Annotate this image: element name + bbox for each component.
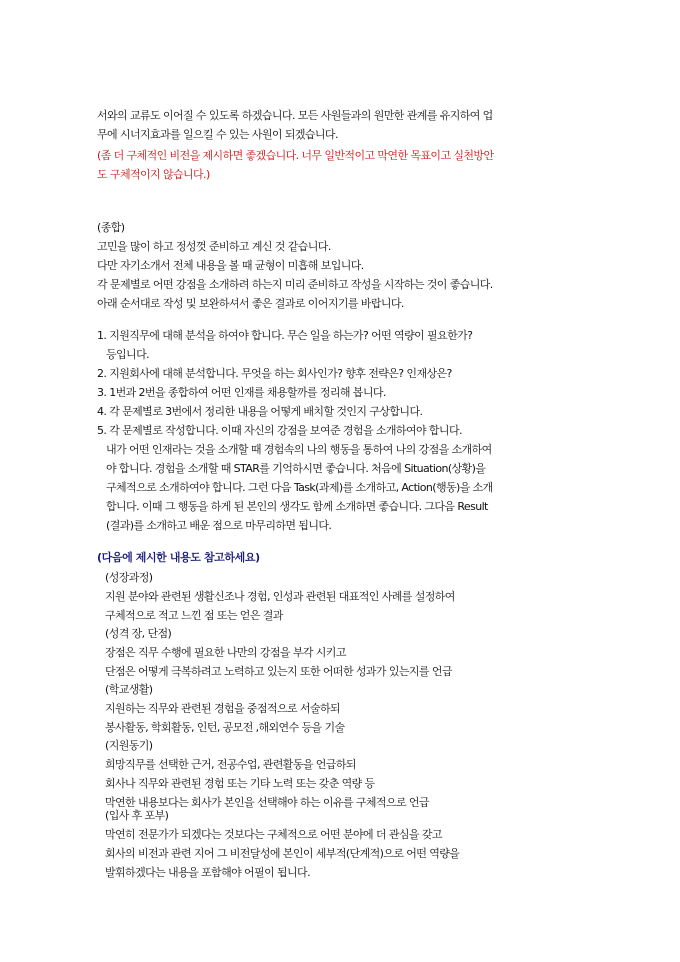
step-item: 5. 각 문제별로 작성합니다. 이때 자신의 강점을 보여준 경험을 소개하여야 합니다. <box>97 424 462 437</box>
section-school-life <box>97 680 597 737</box>
section-line: 발휘하겠다는 내용을 포함해야 어필이 됩니다. <box>105 866 310 879</box>
feedback-paragraph <box>97 146 597 184</box>
step-item: 3. 1번과 2번을 종합하여 어떤 인재를 채용할까를 정리해 봅니다. <box>97 386 386 399</box>
step-continuation: 내가 어떤 인재라는 것을 소개할 때 경험속의 나의 행동을 통하여 나의 강점을 소개하여 <box>106 443 492 456</box>
step-continuation: 구체적으로 소개하여야 합니다. 그런 다음 Task(과제)를 소개하고, Action(행동)을 소개 <box>106 481 493 494</box>
reference-heading: (다음에 제시한 내용도 참고하세요) <box>97 551 260 564</box>
summary-section <box>97 218 597 313</box>
section-label: (입사 후 포부) <box>105 809 169 822</box>
section-aspiration <box>97 806 597 882</box>
step-item: 4. 각 문제별로 3번에서 정리한 내용을 어떻게 배치할 것인지 구상합니다. <box>97 405 423 418</box>
section-line: 회사의 비전과 관련 지어 그 비전달성에 본인이 세부적(단계적)으로 어떤 역량을 <box>105 847 460 860</box>
section-label: (성격 장, 단점) <box>105 627 172 640</box>
section-line: 지원하는 직무와 관련된 경험을 중점적으로 서술하되 <box>105 702 341 715</box>
steps-list <box>97 326 597 535</box>
section-line: 막연한 내용보다는 회사가 본인을 선택해야 하는 이유를 구체적으로 언급 <box>105 796 429 809</box>
section-label: (성장과정) <box>105 571 153 584</box>
step-continuation: 등입니다. <box>106 348 150 361</box>
step-item: 2. 지원회사에 대해 분석합니다. 무엇을 하는 회사인가? 향후 전략은? 인재상은? <box>97 367 452 380</box>
section-personality <box>97 624 597 681</box>
section-line: 막연히 전문가가 되겠다는 것보다는 구체적으로 어떤 분야에 더 관심을 갖고 <box>105 828 442 841</box>
text-line: 고민을 많이 하고 정성껏 준비하고 계신 것 같습니다. <box>97 240 331 253</box>
section-line: 봉사활동, 학회활동, 인턴, 공모전 ,해외연수 등을 기술 <box>105 721 345 734</box>
summary-label: (종합) <box>97 221 125 234</box>
section-growth <box>97 568 597 625</box>
section-line: 희망직무를 선택한 근거, 전공수업, 관련활동을 언급하되 <box>105 758 356 771</box>
text-line: 무에 시너지효과를 일으킬 수 있는 사원이 되겠습니다. <box>97 128 338 141</box>
reference-heading-block <box>97 548 597 567</box>
step-item: 1. 지원직무에 대해 분석을 하여야 합니다. 무슨 일을 하는가? 어떤 역량이 필요한가? <box>97 329 473 342</box>
section-line: 구체적으로 적고 느낀 점 또는 얻은 결과 <box>105 609 283 622</box>
section-line: 지원 분야와 관련된 생활신조나 경험, 인성과 관련된 대표적인 사례를 설정하여 <box>105 590 455 603</box>
section-line: 단점은 어떻게 극복하려고 노력하고 있는지 또한 어떠한 성과가 있는지를 언급 <box>105 665 452 678</box>
section-line: 장점은 직무 수행에 필요한 나만의 강점을 부각 시키고 <box>105 646 346 659</box>
section-motivation <box>97 736 597 812</box>
step-continuation: 합니다. 이때 그 행동을 하게 된 본인의 생각도 함께 소개하면 좋습니다. 그다음 Result <box>106 500 488 513</box>
section-label: (학교생활) <box>105 683 153 696</box>
intro-paragraph <box>97 106 597 144</box>
feedback-line: (좀 더 구체적인 비전을 제시하면 좋겠습니다. 너무 일반적이고 막연한 목표이고 실천방안 <box>97 149 494 162</box>
text-line: 각 문제별로 어떤 강점을 소개하려 하는지 미리 준비하고 작성을 시작하는 것이 좋습니다. <box>97 278 493 291</box>
section-line: 회사나 직무와 관련된 경험 또는 기타 노력 또는 갖춘 역량 등 <box>105 777 375 790</box>
text-line: 아래 순서대로 작성 및 보완하셔서 좋은 결과로 이어지기를 바랍니다. <box>97 297 404 310</box>
text-line: 다만 자기소개서 전체 내용을 볼 때 균형이 미흡해 보입니다. <box>97 259 364 272</box>
step-continuation: 야 합니다. 경험을 소개할 때 STAR를 기억하시면 좋습니다. 처음에 Situation(상황)을 <box>106 462 486 475</box>
step-continuation: (결과)를 소개하고 배운 점으로 마무리하면 됩니다. <box>106 519 332 532</box>
text-line: 서와의 교류도 이어질 수 있도록 하겠습니다. 모든 사원들과의 원만한 관계를 유지하여 업 <box>97 109 493 122</box>
feedback-line: 도 구체적이지 않습니다.) <box>97 168 210 181</box>
section-label: (지원동기) <box>105 739 153 752</box>
